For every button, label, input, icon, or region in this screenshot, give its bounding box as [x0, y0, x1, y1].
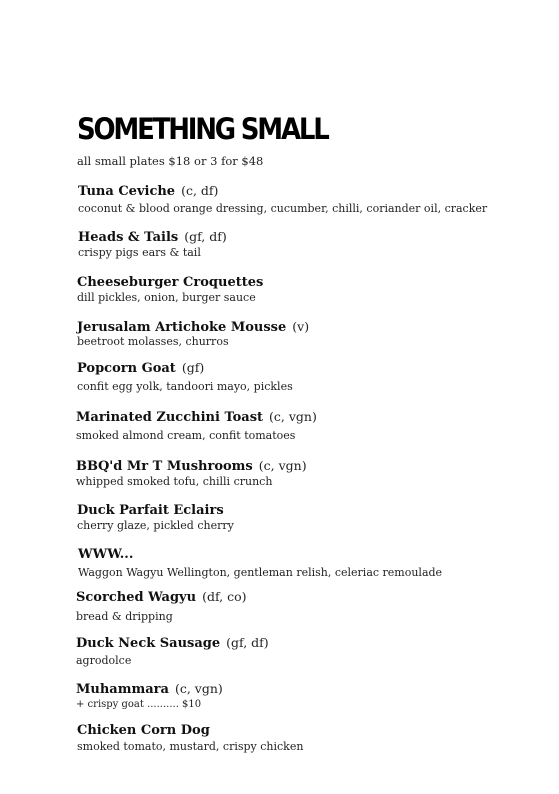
item-description: smoked tomato, mustard, crispy chicken	[77, 740, 304, 753]
item-name: Jerusalam Artichoke Mousse	[77, 320, 287, 335]
dietary-tags: (gf, df)	[184, 229, 227, 244]
item-description: crispy pigs ears & tail	[78, 246, 201, 259]
dietary-tags: (gf, df)	[226, 635, 269, 650]
item-description: agrodolce	[76, 654, 132, 667]
item-description: beetroot molasses, churros	[77, 335, 229, 348]
pricing-note: all small plates $18 or 3 for $48	[77, 154, 264, 168]
item-description: whipped smoked tofu, chilli crunch	[76, 475, 273, 488]
item-description: confit egg yolk, tandoori mayo, pickles	[77, 380, 293, 393]
dietary-tags: (gf)	[181, 360, 205, 375]
dietary-tags: (v)	[292, 319, 310, 334]
dietary-tags: (c, vgn)	[174, 681, 223, 696]
item-description: bread & dripping	[76, 610, 173, 623]
item-name: Chicken Corn Dog	[77, 723, 210, 738]
item-name: Duck Neck Sausage	[76, 636, 221, 651]
dietary-tags: (c, vgn)	[269, 409, 317, 424]
item-name: Tuna Ceviche	[78, 184, 176, 199]
section-title: SOMETHING SMALL	[77, 113, 328, 147]
item-name: Scorched Wagyu	[76, 590, 197, 605]
item-name: Cheeseburger Croquettes	[77, 275, 264, 290]
item-description: + crispy goat .......... $10	[76, 699, 202, 710]
item-name: Muhammara	[76, 682, 169, 697]
item-name: Heads & Tails	[78, 230, 179, 245]
item-name: Duck Parfait Eclairs	[77, 503, 224, 518]
dietary-tags: (df, co)	[202, 589, 247, 604]
dietary-tags: (c, df)	[181, 183, 219, 198]
item-description: cherry glaze, pickled cherry	[77, 519, 234, 532]
item-name: BBQ'd Mr T Mushrooms	[76, 459, 253, 474]
item-description: smoked almond cream, confit tomatoes	[76, 429, 296, 442]
item-name: Marinated Zucchini Toast	[76, 410, 264, 425]
item-name: WWW...	[78, 547, 134, 562]
dietary-tags: (c, vgn)	[258, 458, 307, 473]
item-name: Popcorn Goat	[77, 361, 176, 376]
item-description: Waggon Wagyu Wellington, gentleman relish, celeriac remoulade	[78, 566, 443, 579]
item-description: coconut & blood orange dressing, cucumber, chilli, coriander oil, cracker	[78, 202, 488, 215]
item-description: dill pickles, onion, burger sauce	[77, 291, 256, 304]
